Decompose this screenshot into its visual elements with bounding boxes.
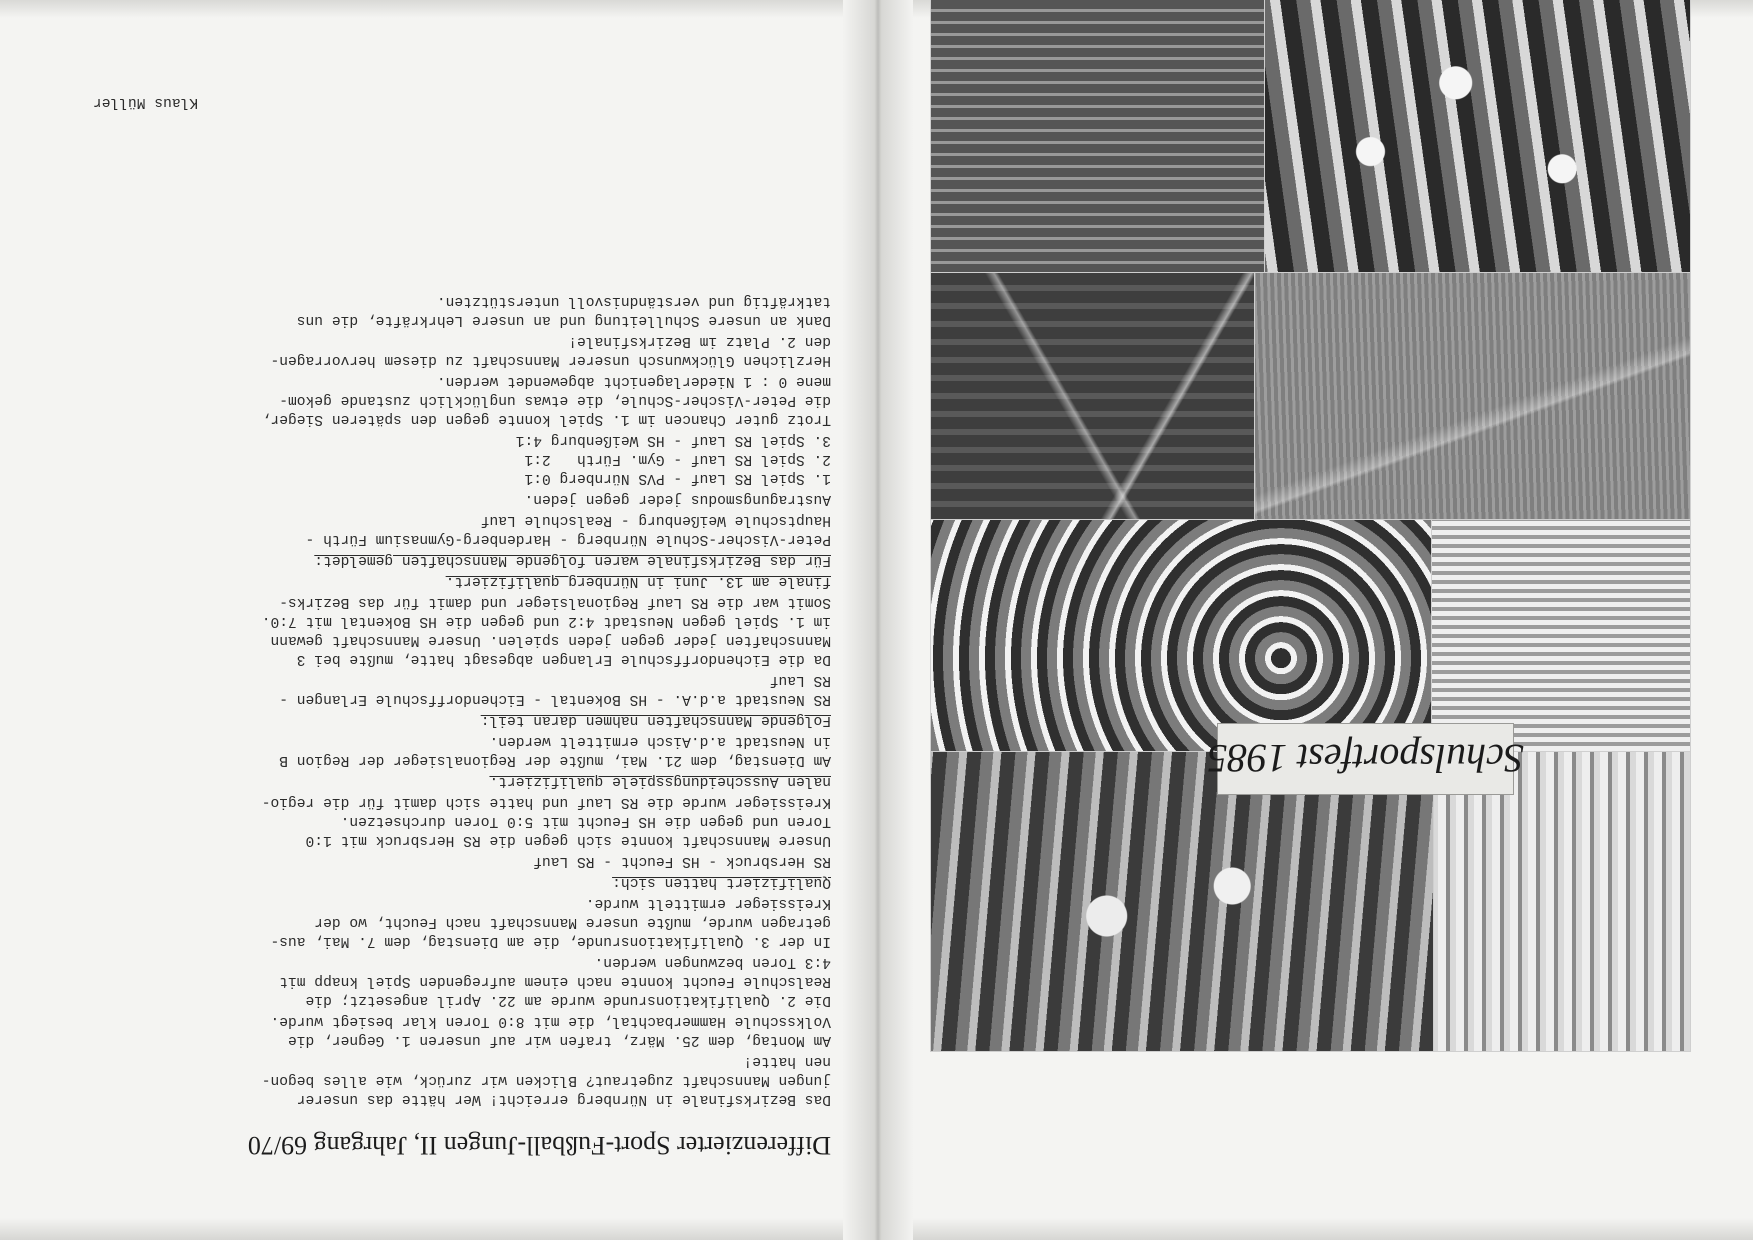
photo-gym-match	[1253, 271, 1691, 520]
collage-title-banner: Schulsportfest 1985	[1217, 723, 1514, 795]
game-results: 1. Spiel RS Lauf - PVS Nürnberg 0:1 2. Spiel RS Lauf - Gym. Fürth 2:1 3. Spiel RS Lauf - HS Weißenburg 4:1	[515, 432, 831, 486]
paragraph: Herzlichen Glückwunsch unserer Mannschaft zu diesem hervorragen- den 2. Platz im Bezirksfinale!	[270, 333, 831, 368]
photo-bleachers	[930, 0, 1265, 273]
photo-spectators	[930, 750, 1434, 1052]
paragraph: Am Dienstag, dem 21. Mai, mußte der Regionalsieger der Region B in Neustadt a.d.Aisch ermittelt werden.	[279, 733, 831, 768]
photo-sports-hall	[1430, 518, 1691, 752]
paragraph: Am Montag, dem 25. März, trafen wir auf unseren 1. Gegner, die Volksschule Hammerbachtal, die mit 8:0 Toren klar besiegt wurde.	[270, 1013, 831, 1048]
paragraph: Da die Eichendorffschule Erlangen abgesagt hatte, mußte bei 3 Mannschaften jeder gegen jeden spielen. Unsere Mannschaft gewann im 1. Spiel gegen Neustadt 4:2 und gegen die HS Bokental mit 7:0. Somit war die RS Lauf Regionalsieger und damit für das Bezirks-	[261, 594, 831, 667]
photo-award-ceremony	[1263, 0, 1691, 273]
paragraph: Dank an unsere Schulleitung und an unsere Lehrkräfte, die uns tatkräftig und verständnisvoll unterstützten.	[296, 293, 831, 328]
article-title: Differenzierter Sport-Fußball-Jungen II, Jahrgang 69/70	[247, 1131, 831, 1160]
paragraph: Trotz guter Chancen im 1. Spiel konnte gegen den späteren Sieger, die Peter-Vischer-Schule, die etwas unglücklich zustande gekom- mene 0 : 1 Niederlagenicht abgewendet werden.	[261, 373, 831, 427]
section-heading: Folgende Mannschaften nahmen daran teil:	[480, 712, 831, 728]
paragraph: Austragungsmodus jeder gegen jeden.	[524, 491, 831, 507]
article-page	[71, 60, 831, 1160]
photo-indoor-game	[930, 271, 1255, 520]
section-heading: Für das Bezirksfinale waren folgende Mannschaften gemeldet:	[314, 552, 831, 568]
photo-team-group	[930, 518, 1432, 752]
paragraph: Peter-Vischer-Schule Nürnberg - Hardenberg-Gymnasium Fürth - Hauptschule Weißenburg - Realschule Lauf	[305, 512, 831, 547]
paragraph: Die 2. Qualifikationsrunde wurde am 22. April angesetzt; die Realschule Feucht konnte nach einem aufregenden Spiel knapp mit 4:3 Toren bezwungen werden.	[279, 954, 831, 1008]
paragraph: In der 3. Qualifikationsrunde, die am Dienstag, dem 7. Mai, aus- getragen wurde, mußte unsere Mannschaft nach Feucht, wo der Kreissieger ermittelt wurde.	[270, 895, 831, 949]
section-heading: Qualifiziert hatten sich:	[612, 874, 831, 890]
photo-crowd	[1432, 750, 1691, 1052]
book-gutter	[843, 0, 913, 1240]
paragraph: RS Hersbruck - HS Feucht - RS Lauf	[533, 853, 831, 869]
author-signature: Klaus Müller	[93, 94, 199, 110]
paragraph: Das Bezirksfinale in Nürnberg erreicht! Wer hätte das unserer jungen Mannschaft zugetraut? Blicken wir zurück, wie alles begon- nen hatte!	[261, 1053, 831, 1107]
paragraph: RS Neustadt a.d.A. - HS Bokental - Eichendorffschule Erlangen - RS Lauf	[279, 672, 831, 707]
underlined-line: finale am 13. Juni in Nürnberg qualifiziert.	[445, 573, 831, 589]
photo-collage	[932, 0, 1691, 1052]
paragraph: Unsere Mannschaft konnte sich gegen die RS Hersbruck mit 1:0 Toren und gegen die HS Feucht mit 5:0 Toren durchsetzen. Kreissieger wurde die RS Lauf und hatte sich damit für die regio-	[261, 794, 831, 848]
underlined-line: nalen Ausscheidungsspiele qualifiziert.	[489, 773, 831, 789]
